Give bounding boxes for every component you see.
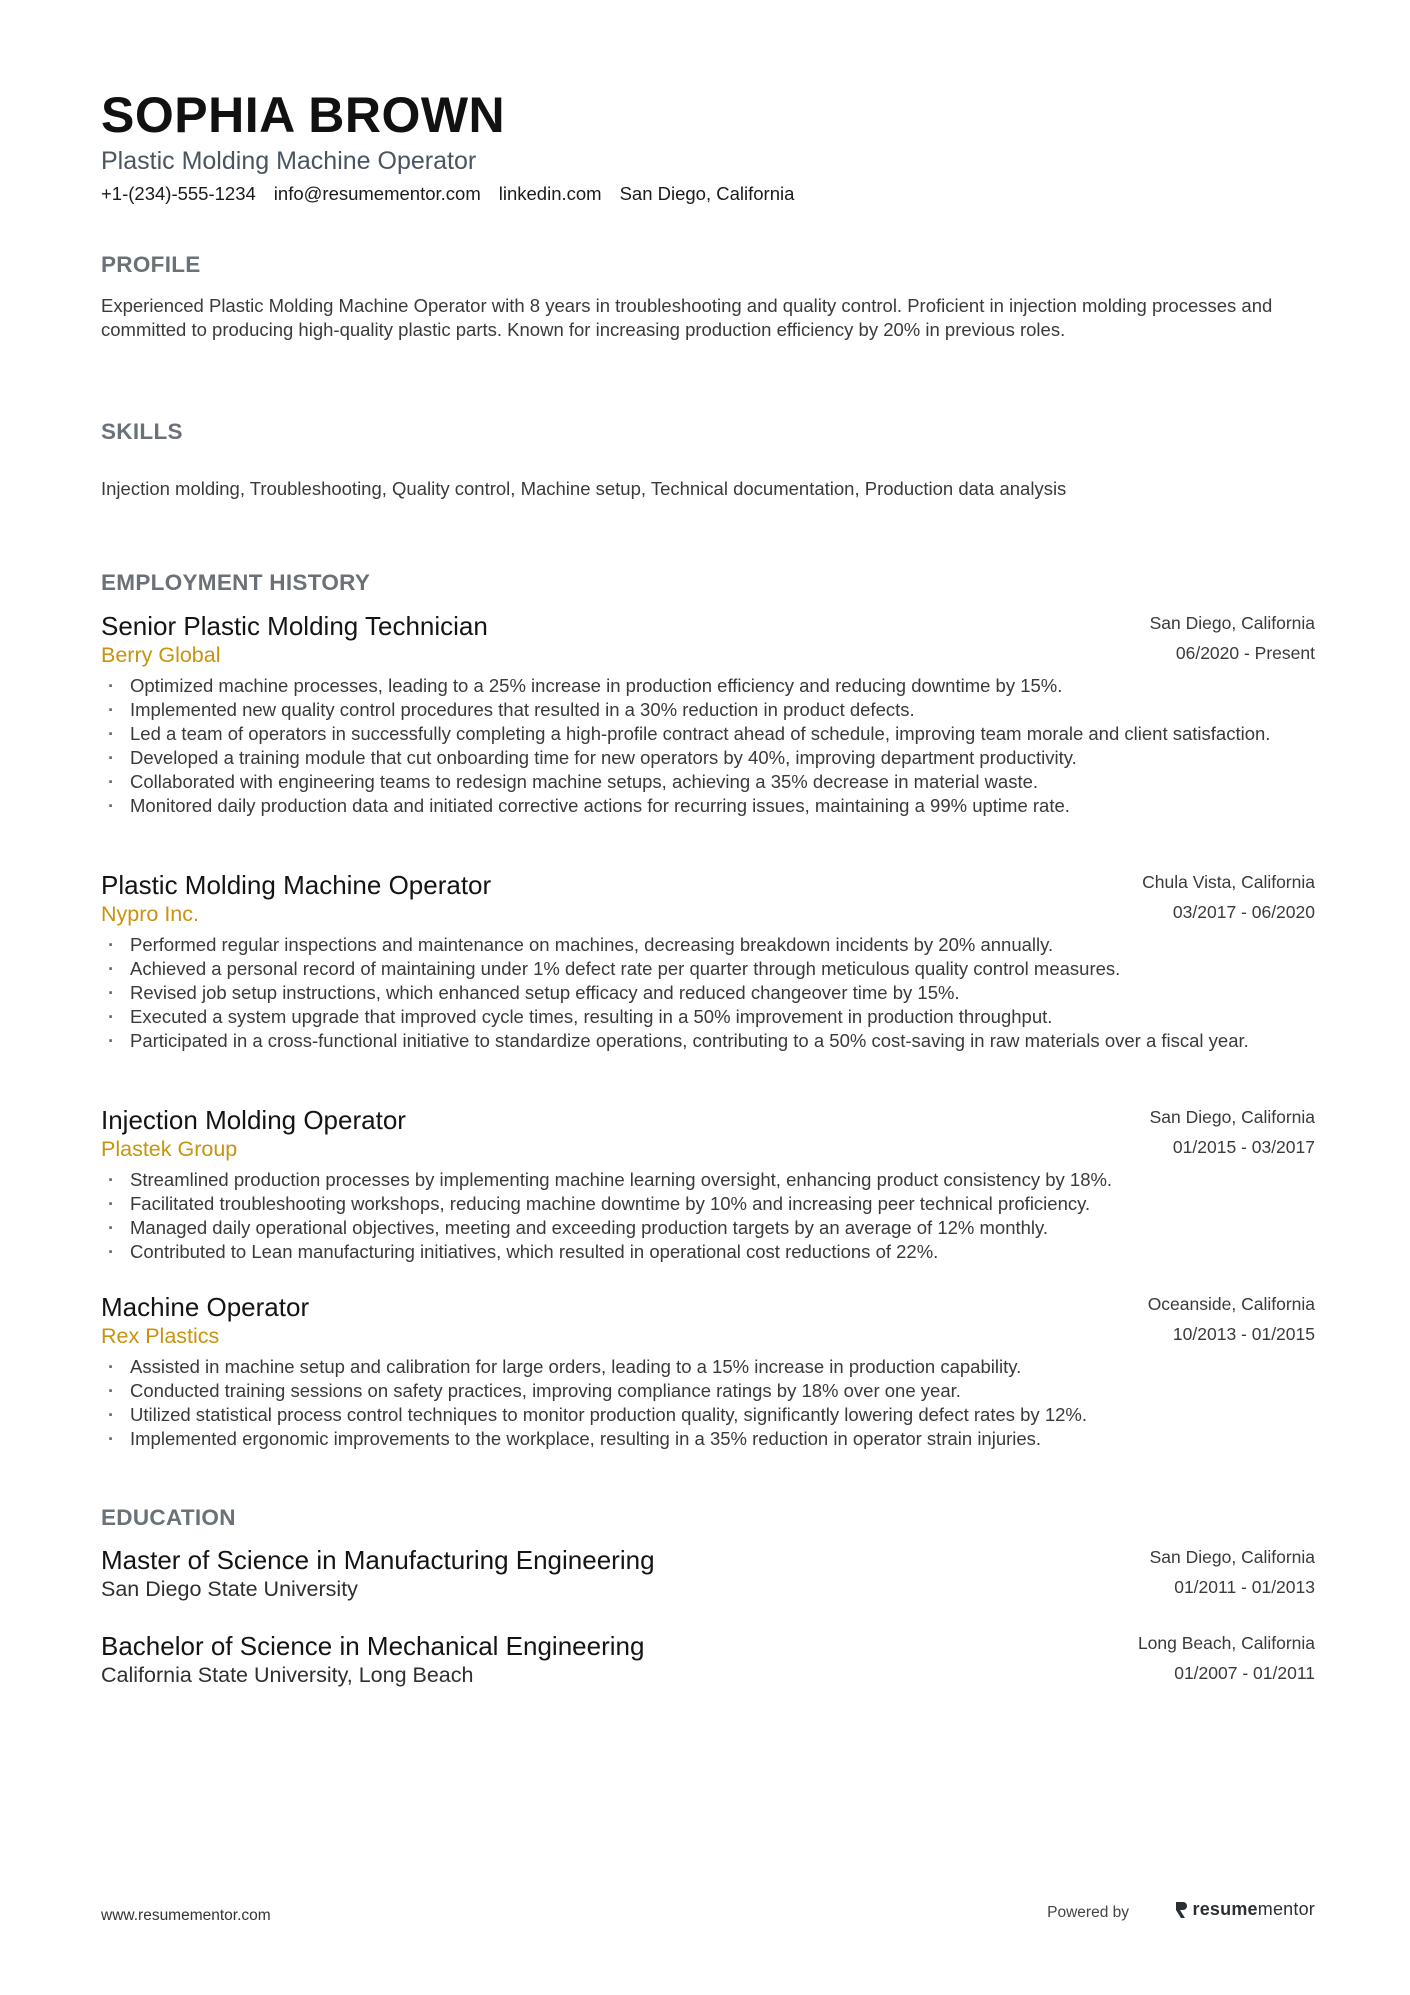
section-title-employment: EMPLOYMENT HISTORY xyxy=(101,570,371,595)
section-title-profile: PROFILE xyxy=(101,252,201,277)
job-entry xyxy=(101,1105,1315,1264)
education-entry xyxy=(101,1631,1315,1691)
location: San Diego, California xyxy=(619,183,795,204)
footer-url[interactable]: www.resumementor.com xyxy=(101,1907,271,1924)
email[interactable]: info@resumementor.com xyxy=(273,183,481,204)
school-location: San Diego, California xyxy=(1149,1547,1315,1567)
phone[interactable]: +1-(234)-555-1234 xyxy=(101,183,256,204)
bullet-item: · Executed a system upgrade that improved cycle times, resulting in a 50% improvement in production throughput. xyxy=(101,1005,1315,1029)
job-entry xyxy=(101,870,1315,1053)
bullet-item: · Achieved a personal record of maintaining under 1% defect rate per quarter through meticulous quality control measures. xyxy=(101,957,1315,981)
school-name: San Diego State University xyxy=(101,1577,358,1601)
bullet-item: · Implemented new quality control procedures that resulted in a 30% reduction in product defects. xyxy=(101,698,1315,722)
bullet-item: · Utilized statistical process control techniques to monitor production quality, significantly lowering defect rates by 12%. xyxy=(101,1403,1315,1427)
job-bullets xyxy=(101,1355,1315,1451)
job-entry xyxy=(101,611,1315,818)
bullet-item: · Participated in a cross-functional initiative to standardize operations, contributing to a 50% cost-saving in raw materials over a fiscal year. xyxy=(101,1029,1315,1053)
resumementor-logo[interactable] xyxy=(1174,1899,1315,1920)
job-bullets xyxy=(101,933,1315,1053)
job-company: Rex Plastics xyxy=(101,1324,220,1348)
profile-text: Experienced Plastic Molding Machine Operator with 8 years in troubleshooting and quality control. Proficient in injection molding processes and committed to producing high-quality plastic parts. Known for increasing production efficiency by 20% in previous roles. xyxy=(101,295,1273,340)
job-entry xyxy=(101,1292,1315,1451)
bullet-item: · Assisted in machine setup and calibration for large orders, leading to a 15% increase in production capability. xyxy=(101,1355,1315,1379)
school-location: Long Beach, California xyxy=(1137,1633,1315,1653)
degree-title: Master of Science in Manufacturing Engineering xyxy=(101,1545,655,1575)
section-title-education: EDUCATION xyxy=(101,1505,236,1530)
bullet-item: · Performed regular inspections and maintenance on machines, decreasing breakdown incidents by 20% annually. xyxy=(101,933,1315,957)
bullet-item: · Conducted training sessions on safety practices, improving compliance ratings by 18% over one year. xyxy=(101,1379,1315,1403)
school-name: California State University, Long Beach xyxy=(101,1663,474,1687)
bullet-item: · Optimized machine processes, leading to a 25% increase in production efficiency and reducing downtime by 15%. xyxy=(101,674,1315,698)
education-entry xyxy=(101,1545,1315,1605)
job-location: San Diego, California xyxy=(1149,1107,1315,1127)
job-company: Nypro Inc. xyxy=(101,902,199,926)
job-company: Berry Global xyxy=(101,643,221,667)
job-location: Chula Vista, California xyxy=(1142,872,1315,892)
bullet-item: · Facilitated troubleshooting workshops, reducing machine downtime by 10% and increasing peer technical proficiency. xyxy=(101,1192,1315,1216)
resumementor-logo-icon xyxy=(1174,1900,1188,1920)
job-bullets xyxy=(101,1168,1315,1264)
job-dates: 10/2013 - 01/2015 xyxy=(1172,1324,1315,1344)
job-title: Injection Molding Operator xyxy=(101,1105,406,1135)
skills-text: Injection molding, Troubleshooting, Quality control, Machine setup, Technical documentation, Production data analysis xyxy=(101,478,1067,499)
candidate-name: SOPHIA BROWN xyxy=(101,87,506,143)
linkedin[interactable]: linkedin.com xyxy=(498,183,602,204)
school-dates: 01/2011 - 01/2013 xyxy=(1174,1577,1315,1597)
resume-page xyxy=(101,0,1315,1995)
logo-text: resumementor xyxy=(1192,1899,1315,1919)
job-title: Machine Operator xyxy=(101,1292,310,1322)
bullet-item: · Implemented ergonomic improvements to the workplace, resulting in a 35% reduction in operator strain injuries. xyxy=(101,1427,1315,1451)
contact-line xyxy=(101,183,794,205)
school-dates: 01/2007 - 01/2011 xyxy=(1174,1663,1315,1683)
job-dates: 03/2017 - 06/2020 xyxy=(1172,902,1315,922)
job-company: Plastek Group xyxy=(101,1137,238,1161)
bullet-item: · Revised job setup instructions, which enhanced setup efficacy and reduced changeover time by 15%. xyxy=(101,981,1315,1005)
job-title: Plastic Molding Machine Operator xyxy=(101,870,492,900)
job-location: Oceanside, California xyxy=(1147,1294,1315,1314)
job-location: San Diego, California xyxy=(1149,613,1315,633)
bullet-item: · Collaborated with engineering teams to redesign machine setups, achieving a 35% decrease in material waste. xyxy=(101,770,1315,794)
candidate-role: Plastic Molding Machine Operator xyxy=(101,147,477,175)
job-dates: 06/2020 - Present xyxy=(1175,643,1315,663)
bullet-item: · Managed daily operational objectives, meeting and exceeding production targets by an average of 12% monthly. xyxy=(101,1216,1315,1240)
bullet-item: · Streamlined production processes by implementing machine learning oversight, enhancing product consistency by 18%. xyxy=(101,1168,1315,1192)
bullet-item: · Led a team of operators in successfully completing a high-profile contract ahead of schedule, improving team morale and client satisfaction. xyxy=(101,722,1315,746)
bullet-item: · Developed a training module that cut onboarding time for new operators by 40%, improving department productivity. xyxy=(101,746,1315,770)
degree-title: Bachelor of Science in Mechanical Engineering xyxy=(101,1631,645,1661)
job-bullets xyxy=(101,674,1315,818)
bullet-item: · Monitored daily production data and initiated corrective actions for recurring issues, maintaining a 99% uptime rate. xyxy=(101,794,1315,818)
section-title-skills: SKILLS xyxy=(101,419,183,444)
job-title: Senior Plastic Molding Technician xyxy=(101,611,488,641)
bullet-item: · Contributed to Lean manufacturing initiatives, which resulted in operational cost reductions of 22%. xyxy=(101,1240,1315,1264)
job-dates: 01/2015 - 03/2017 xyxy=(1172,1137,1315,1157)
powered-by-label: Powered by xyxy=(1047,1904,1129,1921)
